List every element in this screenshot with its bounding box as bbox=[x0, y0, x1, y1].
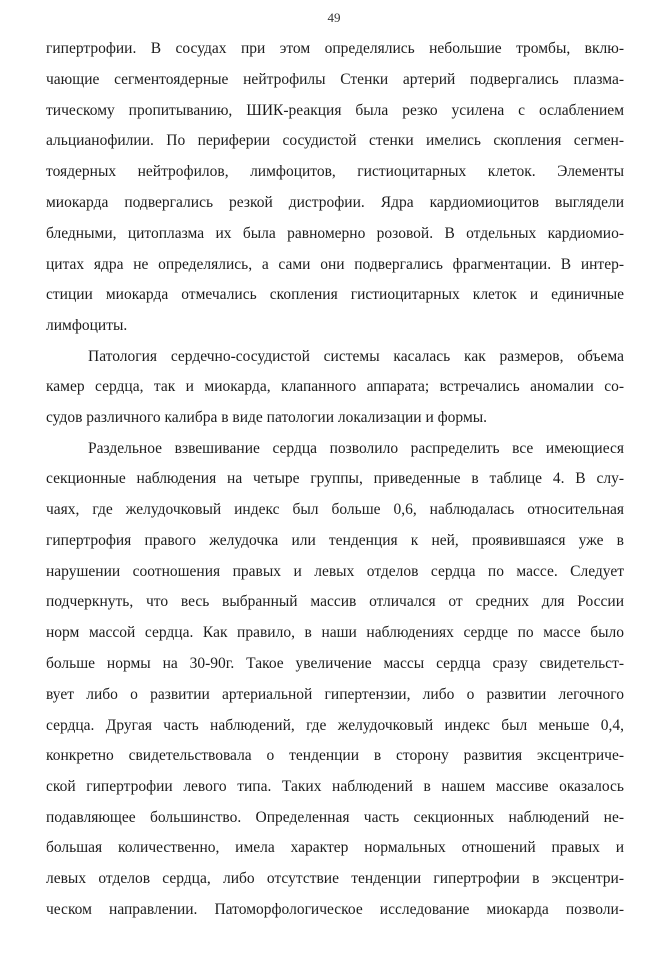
text-line: Раздельное взвешивание сердца позволило распределить все имеющиеся bbox=[88, 440, 624, 457]
text-line: чающие сегментоядерные нейтрофилы Стенки артерий подвергались плазма- bbox=[46, 71, 624, 88]
text-line: миокарда подвергались резкой дистрофии. Ядра кардиомиоцитов выглядели bbox=[46, 194, 624, 211]
text-line: вует либо о развитии артериальной гипертензии, либо о развитии легочного bbox=[46, 686, 624, 703]
text-line: левых отделов сердца, либо отсутствие тенденции гипертрофии в эксцентри- bbox=[46, 870, 624, 887]
text-line: Патология сердечно-сосудистой системы касалась как размеров, объема bbox=[88, 348, 624, 365]
text-line: ческом направлении. Патоморфологическое исследование миокарда позволи- bbox=[46, 901, 624, 918]
text-line: гипертрофия правого желудочка или тенденция к ней, проявившаяся уже в bbox=[46, 532, 624, 549]
text-line: лимфоциты. bbox=[46, 317, 128, 334]
text-line: ской гипертрофии левого типа. Таких наблюдений в нашем массиве оказалось bbox=[46, 778, 624, 795]
text-line: тоядерных нейтрофилов, лимфоцитов, гистиоцитарных клеток. Элементы bbox=[46, 163, 624, 180]
text-line: стиции миокарда отмечались скопления гистиоцитарных клеток и единичные bbox=[46, 286, 624, 303]
text-line: гипертрофии. В сосудах при этом определялись небольшие тромбы, вклю- bbox=[46, 40, 624, 57]
text-line: бледными, цитоплазма их была равномерно розовой. В отдельных кардиомио- bbox=[46, 225, 624, 242]
text-line: цитах ядра не определялись, а сами они подвергались фрагментации. В интер- bbox=[46, 256, 624, 273]
text-line: большая количественно, имела характер нормальных отношений правых и bbox=[46, 839, 624, 856]
text-line: нарушении соотношения правых и левых отделов сердца по массе. Следует bbox=[46, 563, 624, 580]
page-number: 49 bbox=[327, 10, 341, 25]
text-line: альцианофилии. По периферии сосудистой стенки имелись скопления сегмен- bbox=[46, 132, 624, 149]
text-line: камер сердца, так и миокарда, клапанного аппарата; встречались аномалии со- bbox=[46, 378, 624, 395]
text-line: норм массой сердца. Как правило, в наши наблюдениях сердце по массе было bbox=[46, 624, 624, 641]
text-line: судов различного калибра в виде патологии локализации и формы. bbox=[46, 409, 488, 426]
text-line: подчеркнуть, что весь выбранный массив отличался от средних для России bbox=[46, 593, 624, 610]
text-line: сердца. Другая часть наблюдений, где желудочковый индекс был меньше 0,4, bbox=[46, 717, 624, 734]
text-line: подавляющее большинство. Определенная часть секционных наблюдений не- bbox=[46, 809, 624, 826]
text-line: тическому пропитыванию, ШИК-реакция была резко усилена с ослаблением bbox=[46, 102, 624, 119]
text-line: секционные наблюдения на четыре группы, приведенные в таблице 4. В слу- bbox=[46, 470, 624, 487]
text-line: больше нормы на 30-90г. Такое увеличение массы сердца сразу свидетельст- bbox=[46, 655, 624, 672]
text-line: конкретно свидетельствовала о тенденции в сторону развития эксцентриче- bbox=[46, 747, 624, 764]
text-line: чаях, где желудочковый индекс был больше 0,6, наблюдалась относительная bbox=[46, 501, 624, 518]
